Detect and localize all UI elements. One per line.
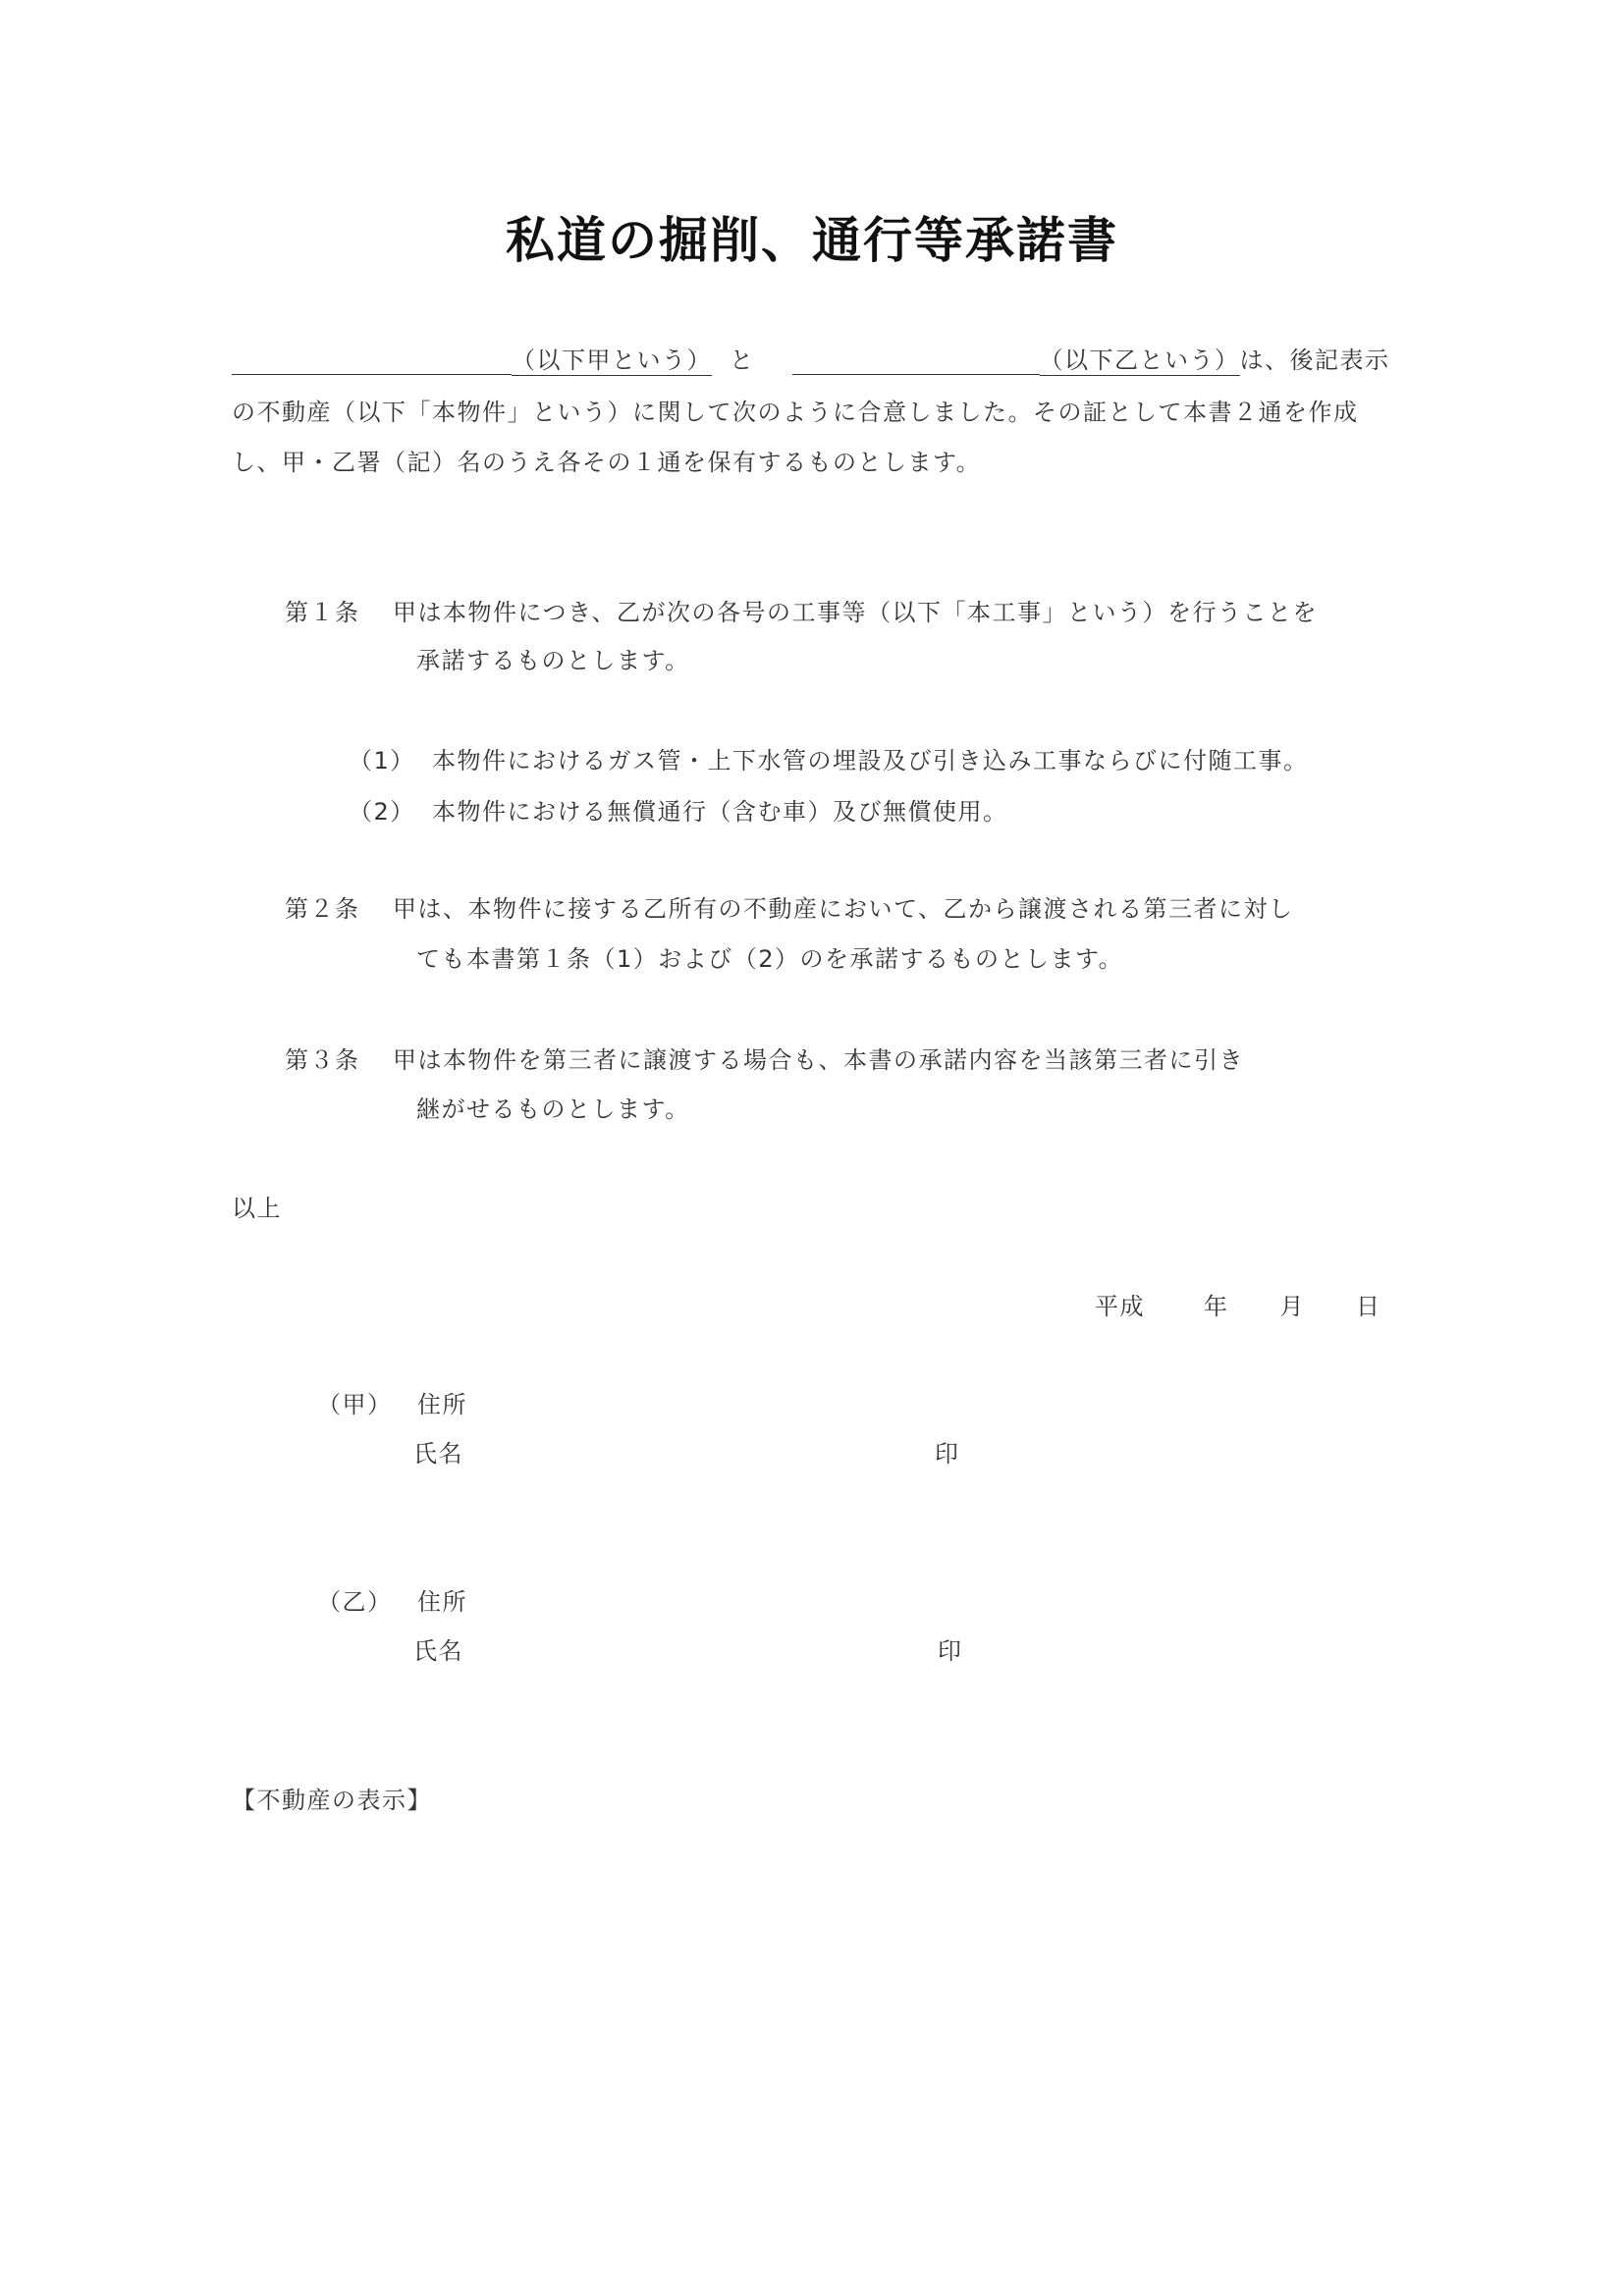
item-2-number: （2） [349, 798, 415, 826]
intro-line-2: の不動産（以下「本物件」という）に関して次のように合意しました。その証として本書２通を作成 [232, 399, 1359, 426]
party-b-name-label: 氏名 [413, 1637, 463, 1665]
intro-conj: と [730, 347, 755, 374]
article-3-label: 第３条 [285, 1046, 360, 1074]
party-a-tag: （甲） [317, 1391, 393, 1418]
item-1-number: （1） [349, 747, 415, 774]
article-2-line-1: 甲は、本物件に接する乙所有の不動産において、乙から譲渡される第三者に対し [393, 895, 1294, 923]
article-2-label: 第２条 [285, 895, 360, 923]
date-day: 日 [1356, 1293, 1381, 1320]
intro-line-3: し、甲・乙署（記）名のうえ各その１通を保有するものとします。 [232, 449, 982, 476]
date-year: 年 [1204, 1293, 1229, 1320]
article-1-line-1: 甲は本物件につき、乙が次の各号の工事等（以下「本工事」という）を行うことを [393, 599, 1319, 626]
date-era: 平成 [1095, 1293, 1145, 1320]
party-b-blank[interactable] [792, 345, 1040, 375]
article-3-line-1: 甲は本物件を第三者に譲渡する場合も、本書の承諾内容を当該第三者に引き [393, 1046, 1244, 1074]
intro-line1-tail: は、後記表示 [1239, 347, 1390, 374]
item-1-text: 本物件におけるガス管・上下水管の埋設及び引き込み工事ならびに付随工事。 [432, 747, 1309, 774]
party-b-seal: 印 [938, 1637, 963, 1665]
article-1-line-2: 承諾するものとします。 [416, 647, 690, 674]
intro-line-1 [232, 341, 1390, 375]
article-3-line-2: 継がせるものとします。 [416, 1095, 690, 1123]
date-month: 月 [1279, 1293, 1305, 1320]
party-b-address-label: 住所 [417, 1588, 467, 1616]
article-2-line-2: ても本書第１条（1）および（2）のを承諾するものとします。 [416, 945, 1124, 973]
party-a-label: （以下甲という） [512, 347, 712, 374]
party-a-seal: 印 [935, 1440, 960, 1468]
item-2-text: 本物件における無償通行（含む車）及び無償使用。 [432, 798, 1008, 826]
property-heading: 【不動産の表示】 [232, 1787, 432, 1814]
date-line [1095, 1287, 1381, 1321]
party-b-label: （以下乙という） [1039, 347, 1240, 374]
party-a-name-label: 氏名 [413, 1440, 463, 1468]
party-b-tag: （乙） [317, 1588, 393, 1616]
party-a-address-label: 住所 [417, 1391, 467, 1418]
party-a-blank[interactable] [232, 345, 512, 375]
document-title: 私道の掘削、通行等承諾書 [506, 211, 1118, 269]
article-1-label: 第１条 [285, 599, 360, 626]
closing-text: 以上 [232, 1195, 282, 1222]
